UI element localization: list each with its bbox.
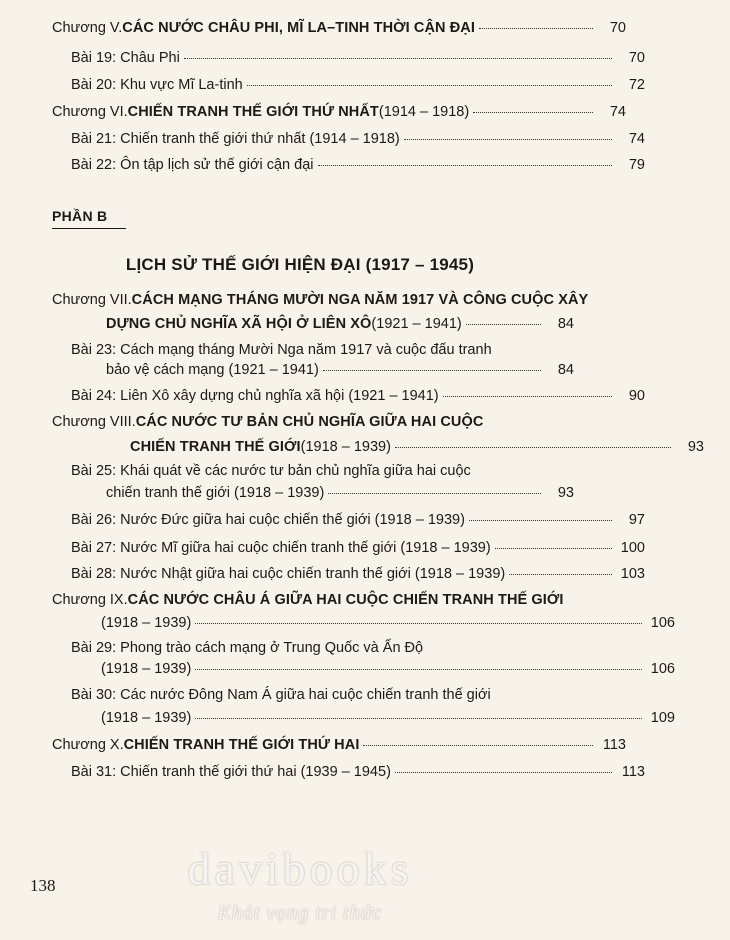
chapter-title: CÁC NƯỚC CHÂU Á GIỮA HAI CUỘC CHIẾN TRANH THẾ GIỚI xyxy=(127,592,564,608)
page-ref: 97 xyxy=(628,512,645,528)
toc-lesson-31 xyxy=(0,764,671,780)
watermark-slogan: Khát vọng tri thức xyxy=(217,902,383,924)
chapter-prefix: Chương VI. xyxy=(52,104,128,120)
page-ref: 84 xyxy=(557,316,574,332)
lesson-title: Bài 24: Liên Xô xây dựng chủ nghĩa xã hội (1921 – 1941) xyxy=(71,388,439,404)
toc-chapter-8-cont xyxy=(0,439,730,455)
page-ref: 74 xyxy=(609,104,626,120)
dot-leader xyxy=(395,772,612,773)
toc-chapter-9 xyxy=(0,592,652,608)
page-ref: 113 xyxy=(602,737,626,753)
chapter-prefix: Chương VII. xyxy=(52,292,132,308)
dot-leader xyxy=(195,669,642,670)
page-ref: 103 xyxy=(620,566,645,582)
lesson-title-cont: (1918 – 1939) xyxy=(101,661,192,677)
lesson-title: Bài 21: Chiến tranh thế giới thứ nhất (1914 – 1918) xyxy=(71,131,400,147)
toc-chapter-7-cont xyxy=(0,316,600,332)
lesson-title: Bài 20: Khu vực Mĩ La-tinh xyxy=(71,77,243,93)
toc-lesson-23-cont xyxy=(0,362,600,378)
lesson-title: Bài 27: Nước Mĩ giữa hai cuộc chiến tranh thế giới (1918 – 1939) xyxy=(71,540,491,556)
dot-leader xyxy=(323,370,541,371)
page-ref: 113 xyxy=(621,764,645,780)
dot-leader xyxy=(469,520,612,521)
lesson-title-cont: chiến tranh thế giới (1918 – 1939) xyxy=(106,485,325,501)
toc-chapter-8 xyxy=(0,414,652,430)
page-number: 138 xyxy=(30,876,56,895)
lesson-title: Bài 22: Ôn tập lịch sử thế giới cận đại xyxy=(71,157,314,173)
dot-leader xyxy=(195,718,642,719)
chapter-title-cont: DỰNG CHỦ NGHĨA XÃ HỘI Ở LIÊN XÔ xyxy=(106,316,372,332)
page-ref: 93 xyxy=(687,439,704,455)
dot-leader xyxy=(443,396,612,397)
toc-lesson-22 xyxy=(0,157,671,173)
dot-leader xyxy=(184,58,612,59)
page-ref: 109 xyxy=(650,710,675,726)
chapter-years: (1921 – 1941) xyxy=(371,316,462,332)
toc-lesson-29-cont xyxy=(0,661,701,677)
toc-chapter-9-cont xyxy=(0,615,701,631)
dot-leader xyxy=(395,447,671,448)
dot-leader xyxy=(404,139,612,140)
chapter-prefix: Chương X. xyxy=(52,737,124,753)
toc-chapter-5 xyxy=(0,20,652,36)
toc-lesson-25 xyxy=(0,463,671,479)
toc-lesson-20 xyxy=(0,77,671,93)
chapter-title: CÁC NƯỚC TƯ BẢN CHỦ NGHĨA GIỮA HAI CUỘC xyxy=(135,414,484,430)
chapter-title: CHIẾN TRANH THẾ GIỚI THỨ NHẤT xyxy=(127,104,379,120)
dot-leader xyxy=(479,28,593,29)
chapter-years: (1914 – 1918) xyxy=(378,104,470,120)
page-ref: 74 xyxy=(628,131,645,147)
page-ref: 84 xyxy=(557,362,574,378)
toc-lesson-29 xyxy=(0,640,671,656)
chapter-title: CÁC NƯỚC CHÂU PHI, MĨ LA–TINH THỜI CẬN ĐẠI xyxy=(122,20,475,36)
dot-leader xyxy=(495,548,612,549)
dot-leader xyxy=(466,324,541,325)
lesson-title: Bài 31: Chiến tranh thế giới thứ hai (1939 – 1945) xyxy=(71,764,391,780)
toc-lesson-21 xyxy=(0,131,671,147)
chapter-prefix: Chương VIII. xyxy=(52,414,136,430)
lesson-title-cont: (1918 – 1939) xyxy=(101,710,192,726)
chapter-prefix: Chương IX. xyxy=(52,592,128,608)
chapter-years: (1918 – 1939) xyxy=(300,439,391,455)
toc-lesson-28 xyxy=(0,566,671,582)
toc-lesson-25-cont xyxy=(0,485,600,501)
toc-lesson-19 xyxy=(0,50,671,66)
dot-leader xyxy=(473,112,593,113)
toc-lesson-26 xyxy=(0,512,671,528)
page-ref: 72 xyxy=(628,77,645,93)
lesson-title: Bài 19: Châu Phi xyxy=(71,50,180,66)
page-ref: 90 xyxy=(628,388,645,404)
page-ref: 70 xyxy=(609,20,626,36)
chapter-title: CÁCH MẠNG THÁNG MƯỜI NGA NĂM 1917 VÀ CÔNG CUỘC XÂY xyxy=(131,292,589,308)
lesson-title: Bài 30: Các nước Đông Nam Á giữa hai cuộc chiến tranh thế giới xyxy=(71,687,491,703)
toc-lesson-30-cont xyxy=(0,710,701,726)
chapter-title-cont: CHIẾN TRANH THẾ GIỚI xyxy=(130,439,301,455)
toc-chapter-7 xyxy=(0,292,652,308)
chapter-prefix: Chương V. xyxy=(52,20,123,36)
part-label: PHẦN B xyxy=(52,208,108,224)
chapter-years: (1918 – 1939) xyxy=(101,615,192,631)
page-ref: 106 xyxy=(650,615,675,631)
dot-leader xyxy=(363,745,593,746)
part-title: LỊCH SỬ THẾ GIỚI HIỆN ĐẠI (1917 – 1945) xyxy=(125,255,475,274)
toc-lesson-27 xyxy=(0,540,671,556)
dot-leader xyxy=(318,165,613,166)
part-underline xyxy=(52,228,126,229)
dot-leader xyxy=(509,574,612,575)
toc-chapter-10 xyxy=(0,737,652,753)
toc-lesson-30 xyxy=(0,687,671,703)
page-ref: 106 xyxy=(650,661,675,677)
lesson-title: Bài 25: Khái quát về các nước tư bản chủ nghĩa giữa hai cuộc xyxy=(71,463,471,479)
lesson-title: Bài 29: Phong trào cách mạng ở Trung Quốc và Ấn Độ xyxy=(71,640,424,656)
page-ref: 93 xyxy=(557,485,574,501)
toc-lesson-23 xyxy=(0,342,671,358)
lesson-title: Bài 26: Nước Đức giữa hai cuộc chiến thế giới (1918 – 1939) xyxy=(71,512,465,528)
dot-leader xyxy=(195,623,642,624)
dot-leader xyxy=(328,493,541,494)
lesson-title-cont: bảo vệ cách mạng (1921 – 1941) xyxy=(106,362,319,378)
watermark-brand: davibooks xyxy=(187,843,413,894)
page-ref: 70 xyxy=(628,50,645,66)
toc-chapter-6 xyxy=(0,104,652,120)
chapter-title: CHIẾN TRANH THẾ GIỚI THỨ HAI xyxy=(123,737,360,753)
lesson-title: Bài 28: Nước Nhật giữa hai cuộc chiến tranh thế giới (1918 – 1939) xyxy=(71,566,506,582)
toc-lesson-24 xyxy=(0,388,671,404)
page-ref: 100 xyxy=(620,540,645,556)
dot-leader xyxy=(247,85,612,86)
lesson-title: Bài 23: Cách mạng tháng Mười Nga năm 1917 và cuộc đấu tranh xyxy=(71,342,492,358)
page-ref: 79 xyxy=(628,157,645,173)
